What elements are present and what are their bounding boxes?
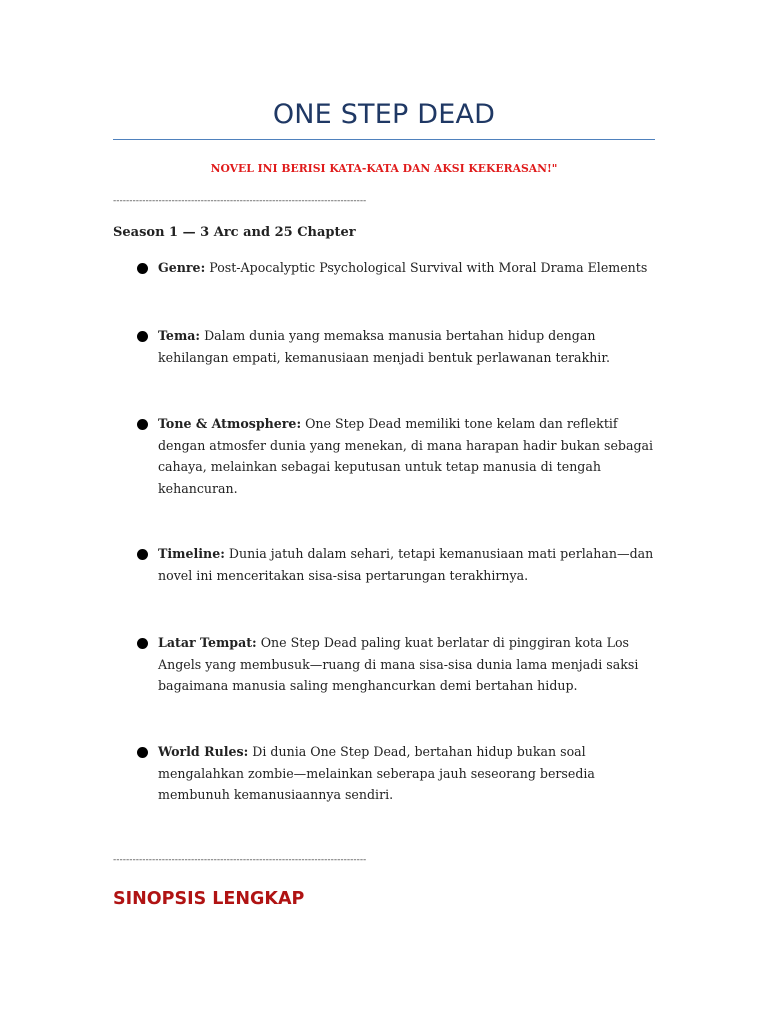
bullet-icon (137, 638, 148, 649)
bullet-icon (137, 549, 148, 560)
list-item-body: Post-Apocalyptic Psychological Survival with Moral Drama Elements (205, 260, 648, 275)
list-item-world-rules (137, 741, 667, 806)
separator-bottom: ------------------------------------------------------------------------------ (113, 855, 367, 865)
bullet-icon (137, 419, 148, 430)
list-item-text (158, 413, 667, 499)
list-item-body: Dunia jatuh dalam sehari, tetapi kemanusiaan mati perlahan—dan novel ini menceritakan sisa-sisa pertarungan terakhirnya. (158, 546, 654, 583)
list-item-label: Genre: (158, 260, 206, 275)
list-item-text (158, 325, 667, 368)
document-title: ONE STEP DEAD (272, 99, 496, 130)
list-item-tema (137, 325, 667, 368)
section-heading: SINOPSIS LENGKAP (113, 889, 305, 909)
list-item-label: Timeline: (158, 546, 225, 561)
list-item-text (158, 543, 667, 586)
list-item-body: One Step Dead paling kuat berlatar di pinggiran kota Los Angels yang membusuk—ruang di mana sisa-sisa dunia lama menjadi saksi bagaimana manusia saling menghancurkan demi bertahan hidup. (158, 635, 639, 693)
list-item-label: Tema: (158, 328, 201, 343)
list-item-label: Latar Tempat: (158, 635, 257, 650)
bullet-icon (137, 747, 148, 758)
list-item-tone (137, 413, 667, 499)
separator-top: ------------------------------------------------------------------------------ (113, 196, 367, 206)
bullet-icon (137, 263, 148, 274)
content-warning: NOVEL INI BERISI KATA-KATA DAN AKSI KEKERASAN!" (210, 162, 558, 175)
title-underline (113, 139, 655, 140)
list-item-body: Di dunia One Step Dead, bertahan hidup bukan soal mengalahkan zombie—melainkan seberapa jauh seseorang bersedia membunuh kemanusiaannya sendiri. (158, 744, 595, 802)
list-item-text (158, 741, 667, 806)
list-item-text (158, 257, 667, 279)
list-item-timeline (137, 543, 667, 586)
bullet-icon (137, 331, 148, 342)
list-item-label: World Rules: (158, 744, 249, 759)
season-line: Season 1 — 3 Arc and 25 Chapter (113, 225, 356, 240)
list-item-label: Tone & Atmosphere: (158, 416, 302, 431)
list-item-latar-tempat (137, 632, 667, 697)
list-item-body: One Step Dead memiliki tone kelam dan reflektif dengan atmosfer dunia yang menekan, di mana harapan hadir bukan sebagai cahaya, melainkan sebagai keputusan untuk tetap manusia di tengah kehancuran. (158, 416, 654, 496)
list-item-text (158, 632, 667, 697)
list-item-genre (137, 257, 667, 279)
list-item-body: Dalam dunia yang memaksa manusia bertahan hidup dengan kehilangan empati, kemanusiaan menjadi bentuk perlawanan terakhir. (158, 328, 610, 365)
